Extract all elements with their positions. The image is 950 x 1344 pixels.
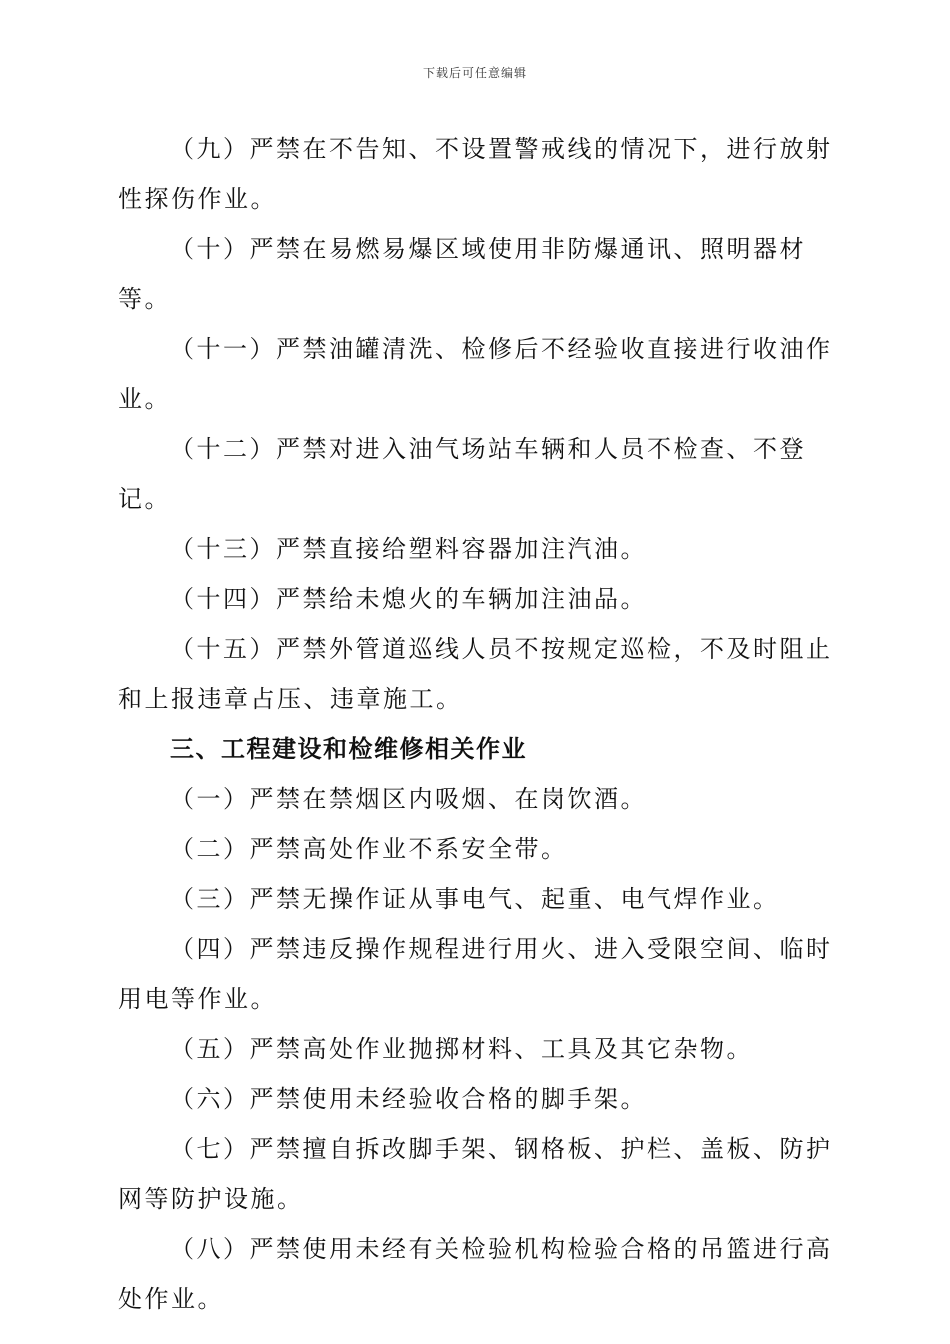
- document-body: [118, 124, 838, 1324]
- paragraph-item-14: （十四）严禁给未熄火的车辆加注油品。: [170, 585, 647, 613]
- paragraph-item-3: （三）严禁无操作证从事电气、起重、电气焊作业。: [170, 885, 780, 913]
- paragraph-item-9: （九）严禁在不告知、不设置警戒线的情况下，进行放射性探伤作业。: [118, 135, 833, 213]
- paragraph-item-15: （十五）严禁外管道巡线人员不按规定巡检，不及时阻止和上报违章占压、违章施工。: [118, 635, 833, 713]
- paragraph-item-6: （六）严禁使用未经验收合格的脚手架。: [170, 1085, 647, 1113]
- paragraph-item-12: （十二）严禁对进入油气场站车辆和人员不检查、不登记。: [118, 435, 806, 513]
- section-heading-3: 三、工程建设和检维修相关作业: [170, 734, 527, 763]
- paragraph-item-2: （二）严禁高处作业不系安全带。: [170, 835, 568, 863]
- paragraph-item-7: （七）严禁擅自拆改脚手架、钢格板、护栏、盖板、防护网等防护设施。: [118, 1135, 833, 1213]
- paragraph-item-10: （十）严禁在易燃易爆区域使用非防爆通讯、照明器材等。: [118, 235, 806, 313]
- paragraph-item-1: （一）严禁在禁烟区内吸烟、在岗饮酒。: [170, 785, 647, 813]
- paragraph-item-11: （十一）严禁油罐清洗、检修后不经验收直接进行收油作业。: [118, 335, 833, 413]
- header-note: 下载后可任意编辑: [422, 66, 527, 80]
- paragraph-item-8: （八）严禁使用未经有关检验机构检验合格的吊篮进行高处作业。: [118, 1235, 833, 1313]
- paragraph-item-13: （十三）严禁直接给塑料容器加注汽油。: [170, 535, 647, 563]
- paragraph-item-5: （五）严禁高处作业抛掷材料、工具及其它杂物。: [170, 1035, 753, 1063]
- paragraph-item-4: （四）严禁违反操作规程进行用火、进入受限空间、临时用电等作业。: [118, 935, 833, 1013]
